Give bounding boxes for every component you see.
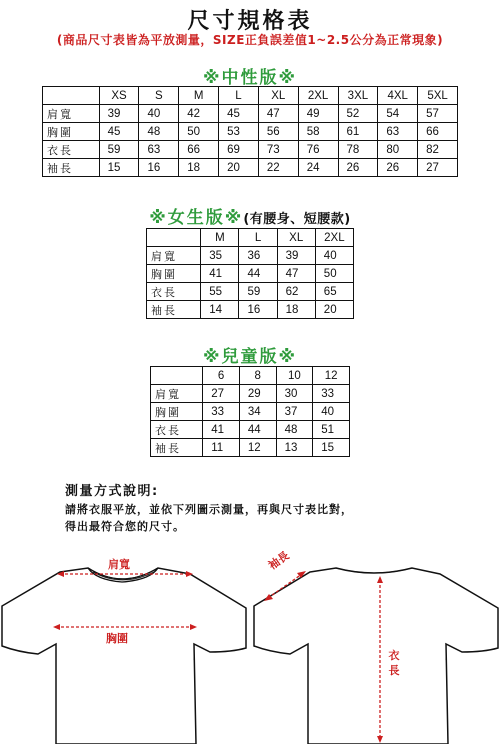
value-cell: 69 [219, 141, 259, 159]
value-cell: 27 [418, 159, 458, 177]
measure-label-cell: 胸圍 [43, 123, 100, 141]
howto-line-2: 得出最符合您的尺寸。 [65, 520, 185, 533]
measure-label-cell: 衣長 [43, 141, 100, 159]
size-header-cell: XS [99, 87, 139, 105]
value-cell: 66 [179, 141, 219, 159]
value-cell: 29 [239, 385, 276, 403]
value-cell: 65 [315, 283, 353, 301]
size-header-cell: 12 [313, 367, 350, 385]
measure-label-cell: 袖長 [151, 439, 203, 457]
size-header-cell: L [239, 229, 277, 247]
value-cell: 53 [219, 123, 259, 141]
value-cell: 54 [378, 105, 418, 123]
women-title-text: ※女生版※ [149, 208, 244, 228]
unisex-section-title: ※中性版※ [202, 68, 298, 88]
value-cell: 16 [239, 301, 277, 319]
value-cell: 20 [219, 159, 259, 177]
value-cell: 18 [277, 301, 315, 319]
value-cell: 33 [203, 403, 240, 421]
value-cell: 55 [201, 283, 239, 301]
value-cell: 56 [258, 123, 298, 141]
value-cell: 44 [239, 421, 276, 439]
value-cell: 40 [313, 403, 350, 421]
value-cell: 61 [338, 123, 378, 141]
size-header-cell: 2XL [315, 229, 353, 247]
shoulder-label: 肩寬 [108, 558, 130, 571]
measure-label-cell: 衣長 [151, 421, 203, 439]
table-row [151, 403, 350, 421]
table-row [147, 265, 354, 283]
value-cell: 59 [239, 283, 277, 301]
value-cell: 63 [139, 141, 179, 159]
value-cell: 24 [298, 159, 338, 177]
value-cell: 41 [203, 421, 240, 439]
table-row [43, 123, 458, 141]
value-cell: 49 [298, 105, 338, 123]
value-cell: 35 [201, 247, 239, 265]
table-corner-cell [151, 367, 203, 385]
unisex-size-table [42, 86, 458, 177]
size-header-cell: L [219, 87, 259, 105]
value-cell: 16 [139, 159, 179, 177]
table-row [147, 283, 354, 301]
measure-label-cell: 袖長 [43, 159, 100, 177]
value-cell: 44 [239, 265, 277, 283]
kids-size-table [150, 366, 350, 457]
table-row [147, 301, 354, 319]
women-size-table [146, 228, 354, 319]
value-cell: 18 [179, 159, 219, 177]
howto-title: 測量方式說明: [65, 484, 159, 499]
value-cell: 45 [219, 105, 259, 123]
value-cell: 40 [315, 247, 353, 265]
table-row [151, 439, 350, 457]
size-header-cell: S [139, 87, 179, 105]
value-cell: 13 [276, 439, 313, 457]
value-cell: 82 [418, 141, 458, 159]
value-cell: 12 [239, 439, 276, 457]
measure-label-cell: 肩寬 [151, 385, 203, 403]
size-header-cell: 3XL [338, 87, 378, 105]
value-cell: 50 [315, 265, 353, 283]
front-shirt-outline [2, 568, 246, 744]
measure-label-cell: 肩寬 [147, 247, 201, 265]
size-header-cell: 5XL [418, 87, 458, 105]
value-cell: 80 [378, 141, 418, 159]
value-cell: 66 [418, 123, 458, 141]
size-header-cell: 2XL [298, 87, 338, 105]
value-cell: 52 [338, 105, 378, 123]
value-cell: 45 [99, 123, 139, 141]
table-row [147, 247, 354, 265]
chest-label: 胸圍 [106, 632, 128, 645]
value-cell: 11 [203, 439, 240, 457]
value-cell: 42 [179, 105, 219, 123]
size-header-cell: 10 [276, 367, 313, 385]
value-cell: 62 [277, 283, 315, 301]
value-cell: 33 [313, 385, 350, 403]
value-cell: 15 [99, 159, 139, 177]
value-cell: 37 [276, 403, 313, 421]
table-row [151, 421, 350, 439]
value-cell: 48 [139, 123, 179, 141]
table-header-row [151, 367, 350, 385]
value-cell: 30 [276, 385, 313, 403]
value-cell: 51 [313, 421, 350, 439]
size-header-cell: 8 [239, 367, 276, 385]
table-corner-cell [43, 87, 100, 105]
howto-text [65, 501, 353, 535]
value-cell: 78 [338, 141, 378, 159]
howto-line-1: 請將衣服平放，並依下列圖示測量，再與尺寸表比對， [65, 503, 353, 516]
value-cell: 36 [239, 247, 277, 265]
measure-label-cell: 袖長 [147, 301, 201, 319]
value-cell: 48 [276, 421, 313, 439]
size-header-cell: 4XL [378, 87, 418, 105]
kids-section-title: ※兒童版※ [202, 347, 298, 367]
value-cell: 58 [298, 123, 338, 141]
value-cell: 57 [418, 105, 458, 123]
size-header-cell: XL [258, 87, 298, 105]
table-row [43, 105, 458, 123]
value-cell: 47 [277, 265, 315, 283]
value-cell: 76 [298, 141, 338, 159]
value-cell: 40 [139, 105, 179, 123]
value-cell: 15 [313, 439, 350, 457]
value-cell: 50 [179, 123, 219, 141]
table-header-row [43, 87, 458, 105]
measure-label-cell: 胸圍 [151, 403, 203, 421]
size-header-cell: M [201, 229, 239, 247]
table-row [151, 385, 350, 403]
women-note: (有腰身、短腰款) [243, 212, 351, 227]
value-cell: 20 [315, 301, 353, 319]
measure-label-cell: 衣長 [147, 283, 201, 301]
sleeve-label: 袖長 [266, 549, 292, 573]
value-cell: 63 [378, 123, 418, 141]
value-cell: 22 [258, 159, 298, 177]
back-shirt-outline [254, 568, 498, 744]
value-cell: 14 [201, 301, 239, 319]
value-cell: 39 [277, 247, 315, 265]
value-cell: 47 [258, 105, 298, 123]
measure-label-cell: 胸圍 [147, 265, 201, 283]
value-cell: 27 [203, 385, 240, 403]
value-cell: 73 [258, 141, 298, 159]
value-cell: 59 [99, 141, 139, 159]
size-header-cell: 6 [203, 367, 240, 385]
table-row [43, 141, 458, 159]
table-corner-cell [147, 229, 201, 247]
value-cell: 26 [338, 159, 378, 177]
front-shirt-diagram [0, 560, 248, 744]
value-cell: 26 [378, 159, 418, 177]
back-shirt-diagram [252, 560, 500, 744]
value-cell: 34 [239, 403, 276, 421]
value-cell: 41 [201, 265, 239, 283]
measure-label-cell: 肩寬 [43, 105, 100, 123]
table-row [43, 159, 458, 177]
length-label: 衣長 [388, 649, 400, 677]
page-subtitle: (商品尺寸表皆為平放測量，SIZE正負誤差值1~2.5公分為正常現象) [56, 33, 444, 47]
size-header-cell: M [179, 87, 219, 105]
table-header-row [147, 229, 354, 247]
size-header-cell: XL [277, 229, 315, 247]
value-cell: 39 [99, 105, 139, 123]
women-section-title [0, 203, 500, 228]
page-title: 尺寸規格表 [187, 9, 313, 34]
